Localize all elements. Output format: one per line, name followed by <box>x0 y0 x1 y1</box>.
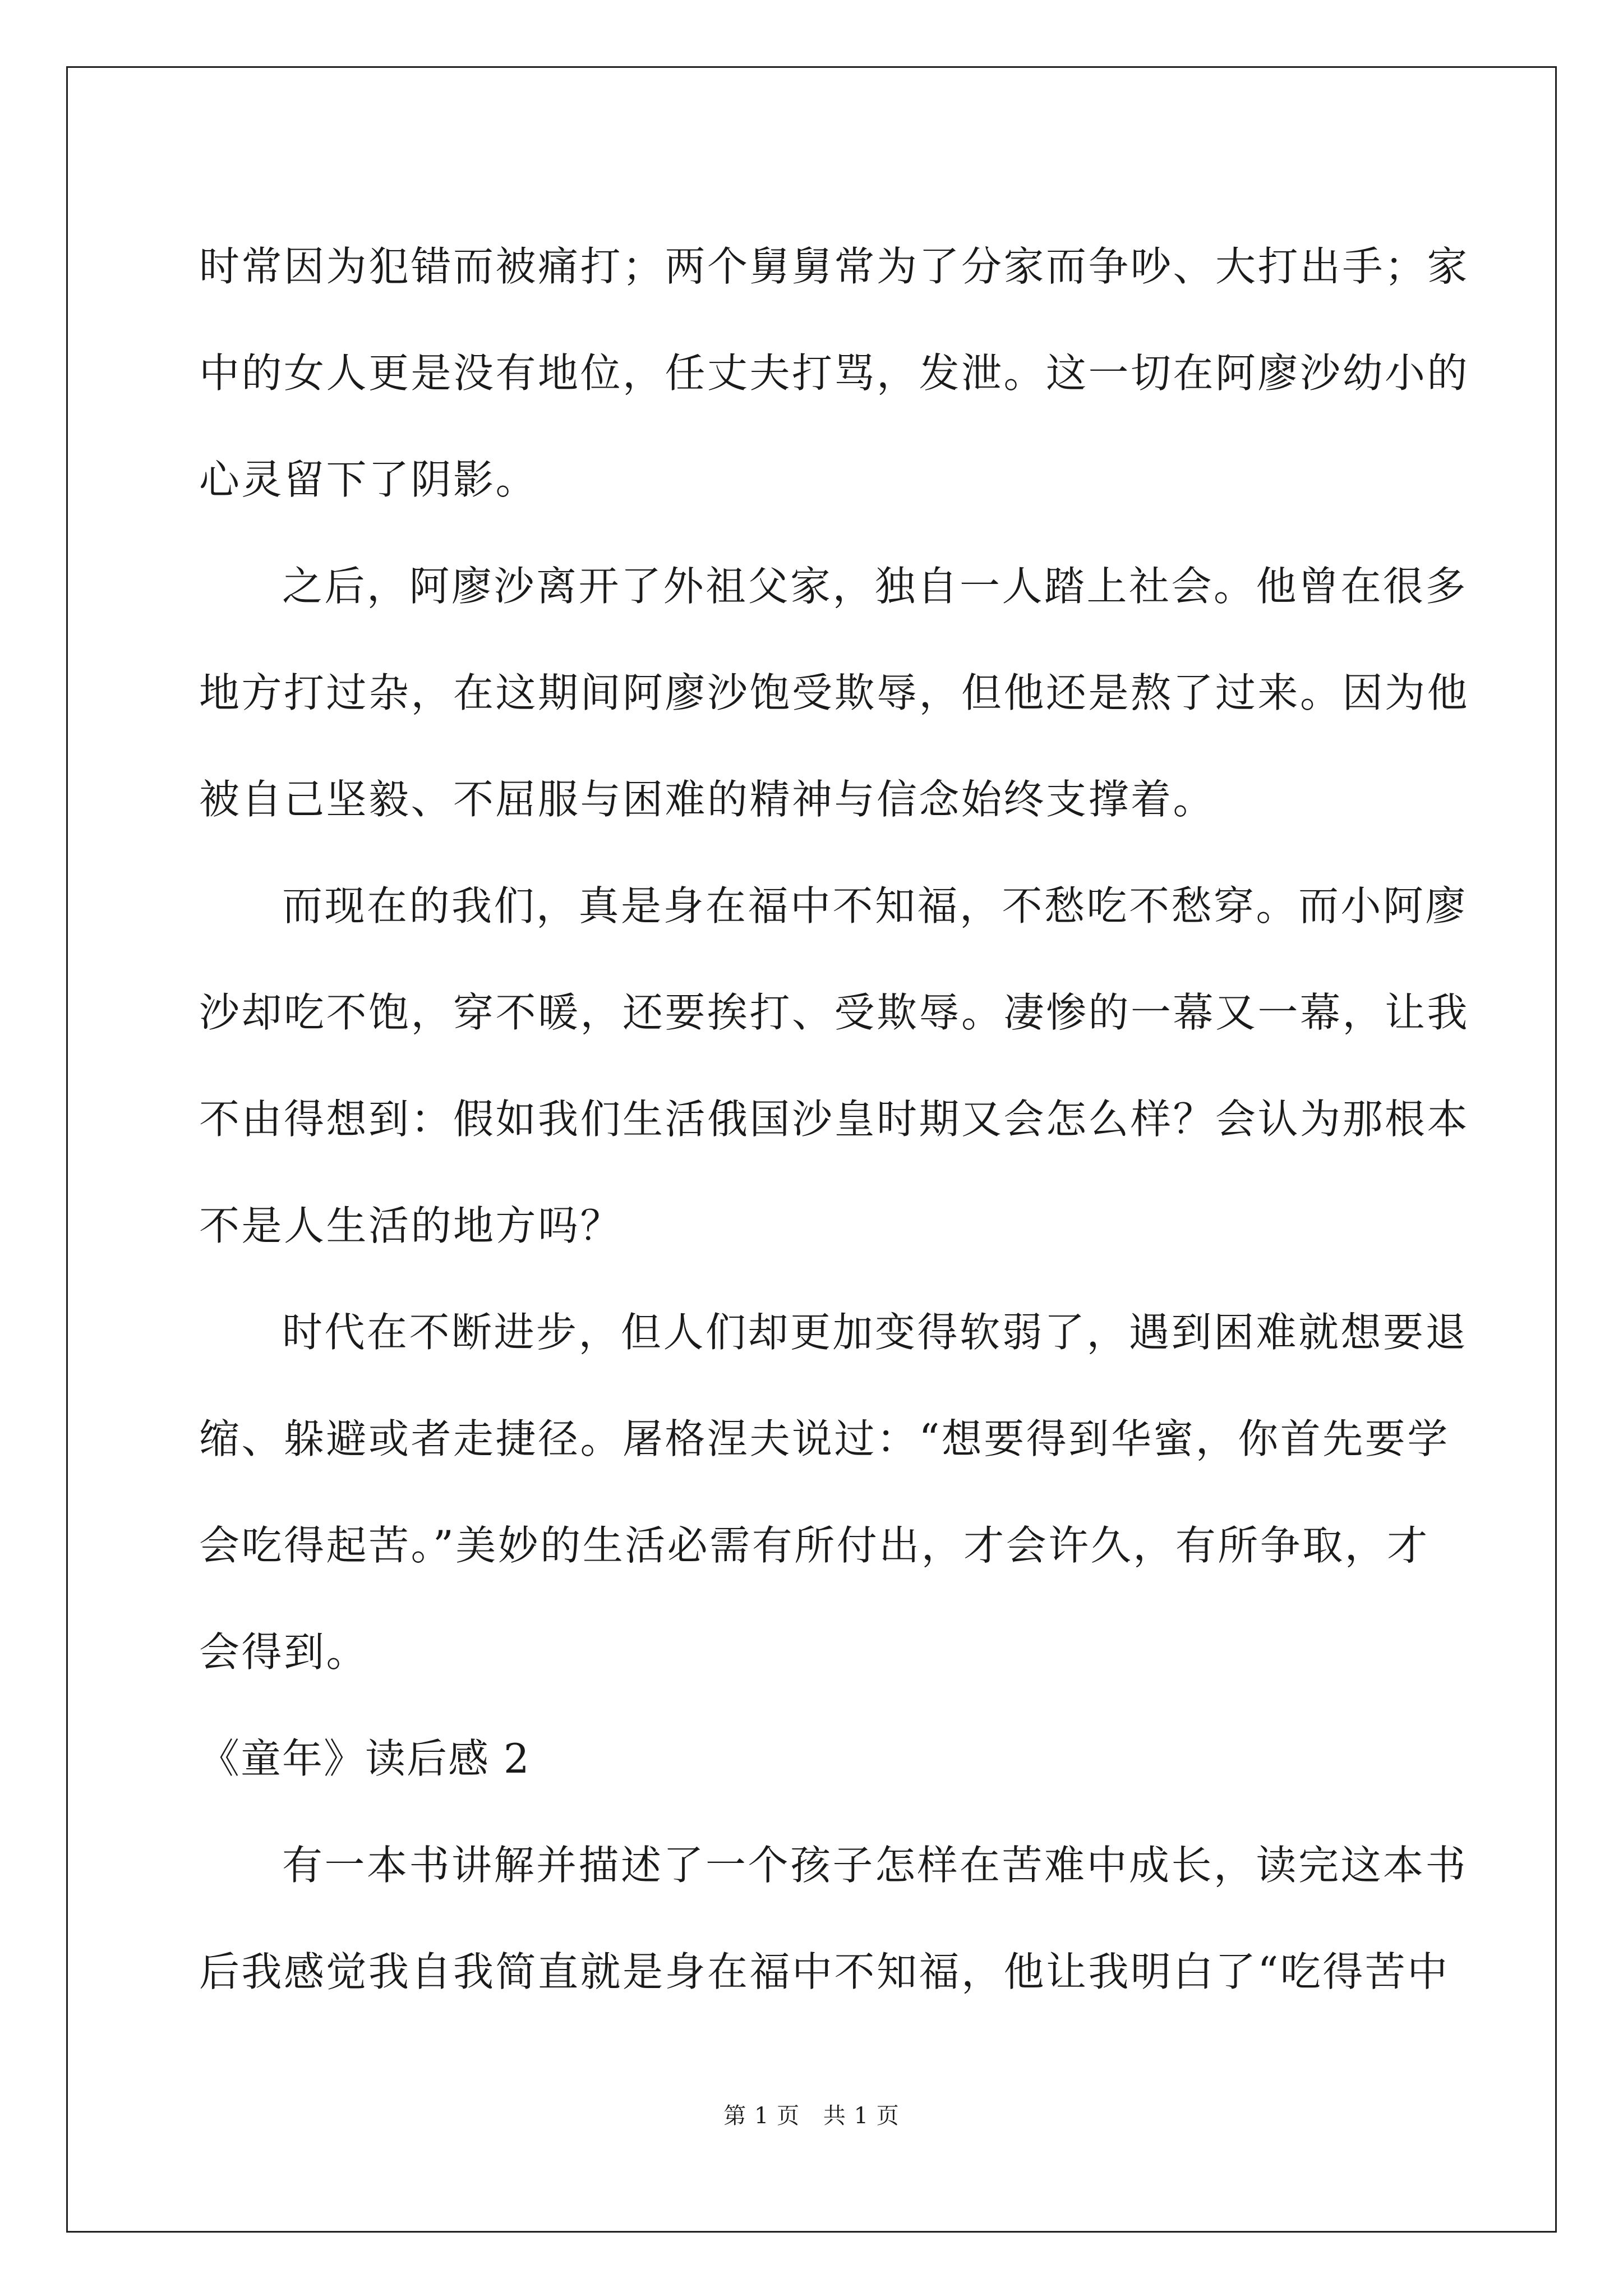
text-line: 被自己坚毅、不屈服与困难的精神与信念始终支撑着。 <box>199 776 1216 823</box>
text-line: 而现在的我们，真是身在福中不知福，不愁吃不愁穿。而小阿廖 <box>282 882 1468 930</box>
paragraph-1 <box>199 213 1470 533</box>
text-line: 地方打过杂，在这期间阿廖沙饱受欺辱，但他还是熬了过来。因为他 <box>199 669 1470 716</box>
text-line: 时代在不断进步，但人们却更加变得软弱了，遇到困难就想要退 <box>282 1309 1468 1356</box>
text-line: 会吃得起苦。”美妙的生活必需有所付出，才会许久，有所争取，才 <box>199 1522 1430 1569</box>
text-line: 不由得想到：假如我们生活俄国沙皇时期又会怎么样？会认为那根本 <box>199 1096 1470 1143</box>
section-heading: 《童年》读后感 2 <box>199 1735 531 1782</box>
text-line: 后我感觉我自我简直就是身在福中不知福，他让我明白了“吃得苦中 <box>199 1948 1450 1995</box>
text-line: 缩、躲避或者走捷径。屠格涅夫说过：“想要得到华蜜，你首先要学 <box>199 1415 1450 1462</box>
text-line: 时常因为犯错而被痛打；两个舅舅常为了分家而争吵、大打出手；家 <box>199 243 1470 290</box>
paragraph-4 <box>199 1279 1468 1705</box>
page-footer <box>0 2098 1623 2130</box>
text-line: 中的女人更是没有地位，任丈夫打骂，发泄。这一切在阿廖沙幼小的 <box>199 349 1470 397</box>
text-line: 不是人生活的地方吗？ <box>199 1202 623 1249</box>
page-number: 第 1 页 <box>723 2103 800 2129</box>
page-total: 共 1 页 <box>823 2103 900 2129</box>
paragraph-5 <box>199 1812 1468 2025</box>
document-body <box>199 213 1470 2025</box>
text-line: 之后，阿廖沙离开了外祖父家，独自一人踏上社会。他曾在很多 <box>282 563 1468 610</box>
text-line: 会得到。 <box>199 1628 369 1676</box>
text-line: 心灵留下了阴影。 <box>199 456 538 503</box>
paragraph-3 <box>199 853 1470 1279</box>
text-line: 有一本书讲解并描述了一个孩子怎样在苦难中成长，读完这本书 <box>282 1842 1468 1889</box>
text-line: 沙却吃不饱，穿不暖，还要挨打、受欺辱。凄惨的一幕又一幕，让我 <box>199 989 1470 1036</box>
paragraph-2 <box>199 533 1470 853</box>
